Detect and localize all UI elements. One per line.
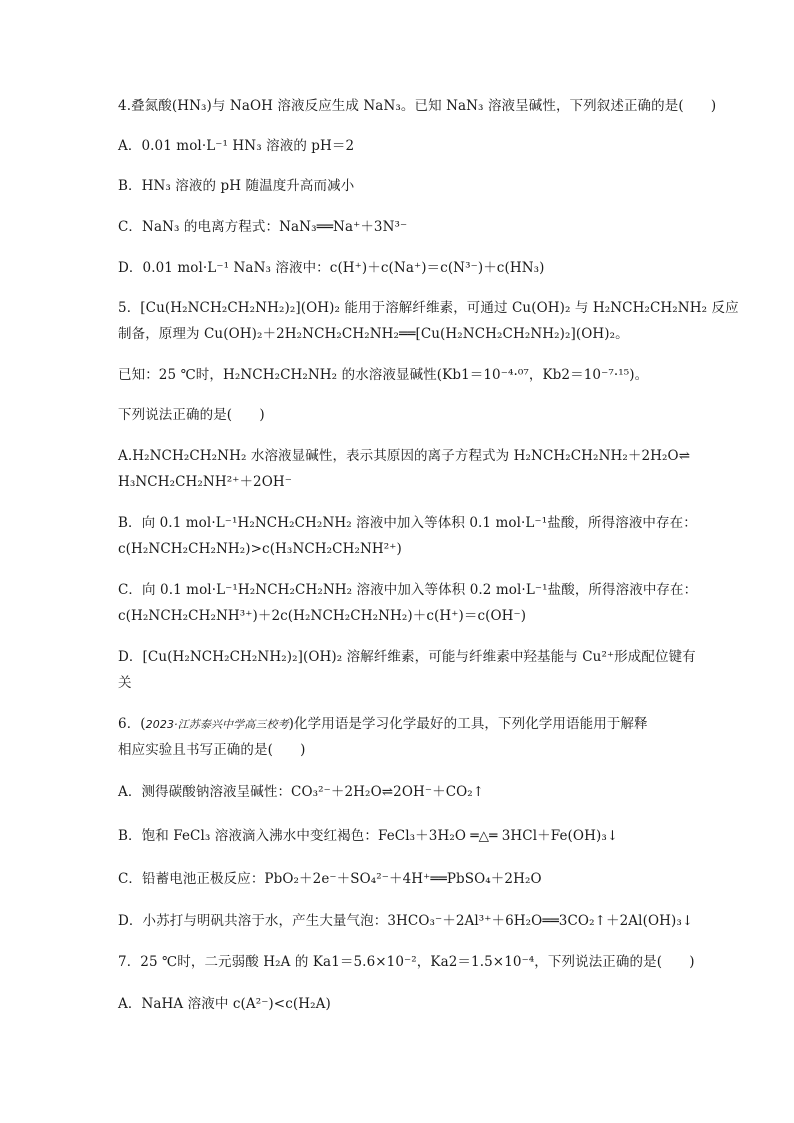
- question-5-option-a-line-2: H₃NCH₂CH₂NH²⁺＋2OH⁻: [118, 474, 293, 490]
- question-6-option-a: A．测得碳酸钠溶液呈碱性：CO₃²⁻＋2H₂O⇌2OH⁻＋CO₂↑: [118, 784, 485, 800]
- question-5-option-b-line-2: c(H₂NCH₂CH₂NH₂)>c(H₃NCH₂CH₂NH²⁺): [118, 541, 402, 557]
- question-5-option-b-line-1: B．向 0.1 mol·L⁻¹H₂NCH₂CH₂NH₂ 溶液中加入等体积 0.1 mol·L⁻¹盐酸，所得溶液中存在：: [118, 515, 697, 531]
- question-4-option-d: D．0.01 mol·L⁻¹ NaN₃ 溶液中：c(H⁺)＋c(Na⁺)＝c(N³⁻)＋c(HN₃): [118, 260, 545, 276]
- question-5-option-c-line-1: C．向 0.1 mol·L⁻¹H₂NCH₂CH₂NH₂ 溶液中加入等体积 0.2 mol·L⁻¹盐酸，所得溶液中存在：: [118, 582, 698, 598]
- question-5-option-d-line-2: 关: [118, 675, 132, 691]
- question-5-stem-line-2: 制备，原理为 Cu(OH)₂＋2H₂NCH₂CH₂NH₂══[Cu(H₂NCH₂CH₂NH₂)₂](OH)₂。: [118, 326, 629, 342]
- question-5-stem-line-1: 5．[Cu(H₂NCH₂CH₂NH₂)₂](OH)₂ 能用于溶解纤维素，可通过 Cu(OH)₂ 与 H₂NCH₂CH₂NH₂ 反应: [118, 300, 739, 316]
- question-6-stem-text: )化学用语是学习化学最好的工具，下列化学用语能用于解释: [288, 716, 648, 732]
- question-4-option-a: A．0.01 mol·L⁻¹ HN₃ 溶液的 pH＝2: [118, 138, 355, 154]
- question-6-option-b: B．饱和 FeCl₃ 溶液滴入沸水中变红褐色：FeCl₃＋3H₂O ═△═ 3HCl＋Fe(OH)₃↓: [118, 828, 619, 844]
- question-6-stem-line-2: 相应实验且书写正确的是( ): [118, 742, 306, 758]
- question-5-ask: 下列说法正确的是( ): [118, 407, 265, 423]
- question-5-known: 已知：25 ℃时，H₂NCH₂CH₂NH₂ 的水溶液显碱性(Kb1＝10⁻⁴·⁰⁷，Kb2＝10⁻⁷·¹⁵)。: [118, 367, 649, 383]
- question-6-number: 6．(: [118, 716, 146, 732]
- question-6-option-d: D．小苏打与明矾共溶于水，产生大量气泡：3HCO₃⁻＋2Al³⁺＋6H₂O══3CO₂↑＋2Al(OH)₃↓: [118, 913, 694, 929]
- question-6-source: 2023·江苏泰兴中学高三校考: [145, 718, 289, 731]
- question-4-option-c: C．NaN₃ 的电离方程式：NaN₃══Na⁺＋3N³⁻: [118, 219, 408, 235]
- question-5-option-c-line-2: c(H₂NCH₂CH₂NH³⁺)＋2c(H₂NCH₂CH₂NH₂)＋c(H⁺)＝c(OH⁻): [118, 608, 527, 624]
- question-6-stem-line-1: [118, 715, 648, 734]
- question-4-option-b: B．HN₃ 溶液的 pH 随温度升高而减小: [118, 178, 355, 194]
- question-7-option-a: A．NaHA 溶液中 c(A²⁻)<c(H₂A): [118, 996, 331, 1012]
- question-7-stem: 7．25 ℃时，二元弱酸 H₂A 的 Ka1＝5.6×10⁻²，Ka2＝1.5×10⁻⁴，下列说法正确的是( ): [118, 954, 695, 970]
- question-6-option-c: C．铅蓄电池正极反应：PbO₂＋2e⁻＋SO₄²⁻＋4H⁺══PbSO₄＋2H₂O: [118, 871, 542, 887]
- question-5-option-d-line-1: D．[Cu(H₂NCH₂CH₂NH₂)₂](OH)₂ 溶解纤维素，可能与纤维素中羟基能与 Cu²⁺形成配位键有: [118, 649, 696, 665]
- question-4-stem: 4.叠氮酸(HN₃)与 NaOH 溶液反应生成 NaN₃。已知 NaN₃ 溶液呈碱性，下列叙述正确的是( ): [118, 98, 717, 114]
- question-5-option-a-line-1: A.H₂NCH₂CH₂NH₂ 水溶液显碱性，表示其原因的离子方程式为 H₂NCH₂CH₂NH₂＋2H₂O⇌: [118, 448, 691, 464]
